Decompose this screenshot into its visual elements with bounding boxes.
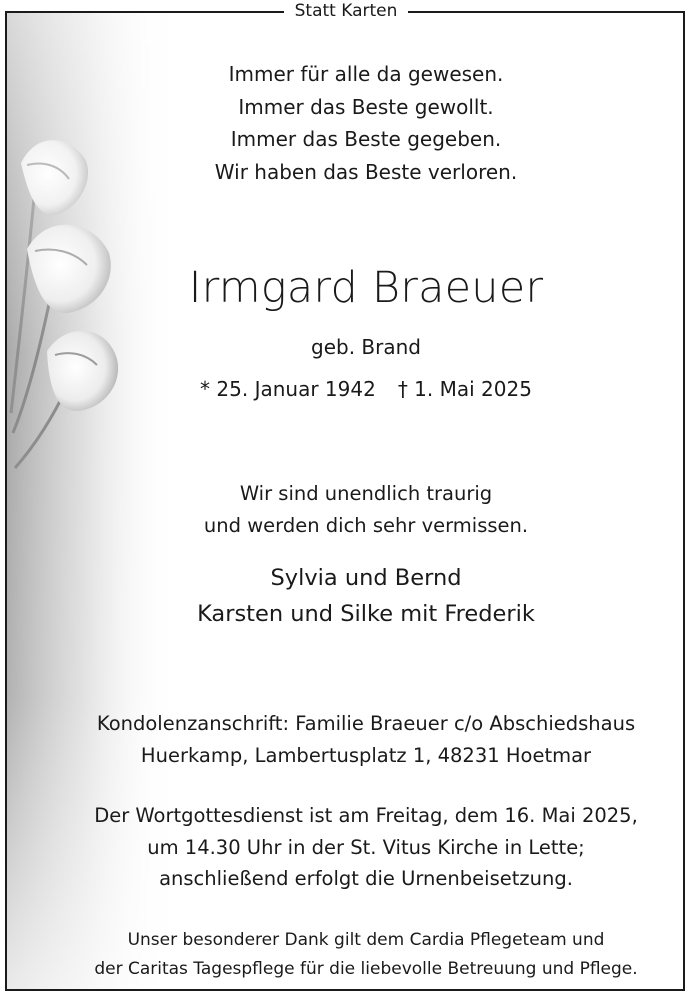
condolence-line: Kondolenzanschrift: Familie Braeuer c/o Abschiedshaus (96, 712, 636, 735)
verse-line: Wir haben das Beste verloren. (214, 159, 518, 184)
statt-karten-text: Statt Karten (284, 1, 409, 21)
mourning-line: und werden dich sehr vermissen. (203, 514, 529, 537)
statt-karten-label (0, 0, 692, 22)
service-line: Der Wortgottesdienst ist am Freitag, dem 16. Mai 2025, (94, 804, 638, 827)
family-line: Karsten und Silke mit Frederik (197, 601, 535, 627)
family-line: Sylvia und Bernd (270, 565, 462, 591)
verse-line: Immer das Beste gegeben. (230, 127, 502, 151)
birth-date: * 25. Januar 1942 (200, 377, 376, 401)
verse-line: Immer das Beste gewollt. (238, 94, 494, 119)
verse-line: Immer für alle da gewesen. (228, 62, 504, 86)
thanks-line: Unser besonderer Dank gilt dem Cardia Pflegeteam und (127, 930, 605, 950)
mourning-line: Wir sind unendlich traurig (239, 482, 493, 505)
birth-name: geb. Brand (311, 335, 421, 359)
death-date: † 1. Mai 2025 (397, 377, 532, 401)
life-dates (0, 375, 692, 403)
deceased-name: Irmgard Braeuer (188, 263, 544, 313)
condolence-line: Huerkamp, Lambertusplatz 1, 48231 Hoetmar (140, 744, 592, 767)
thanks-line: der Caritas Tagespflege für die liebevolle Betreuung und Pflege. (94, 959, 638, 979)
memorial-verse (0, 58, 692, 188)
thanks-note (0, 926, 692, 984)
mourning-message (0, 478, 692, 542)
family-names (0, 560, 692, 632)
service-info (0, 800, 692, 895)
service-line: anschließend erfolgt die Urnenbeisetzung. (159, 867, 573, 890)
condolence-address (0, 708, 692, 772)
service-line: um 14.30 Uhr in der St. Vitus Kirche in Lette; (147, 835, 585, 859)
